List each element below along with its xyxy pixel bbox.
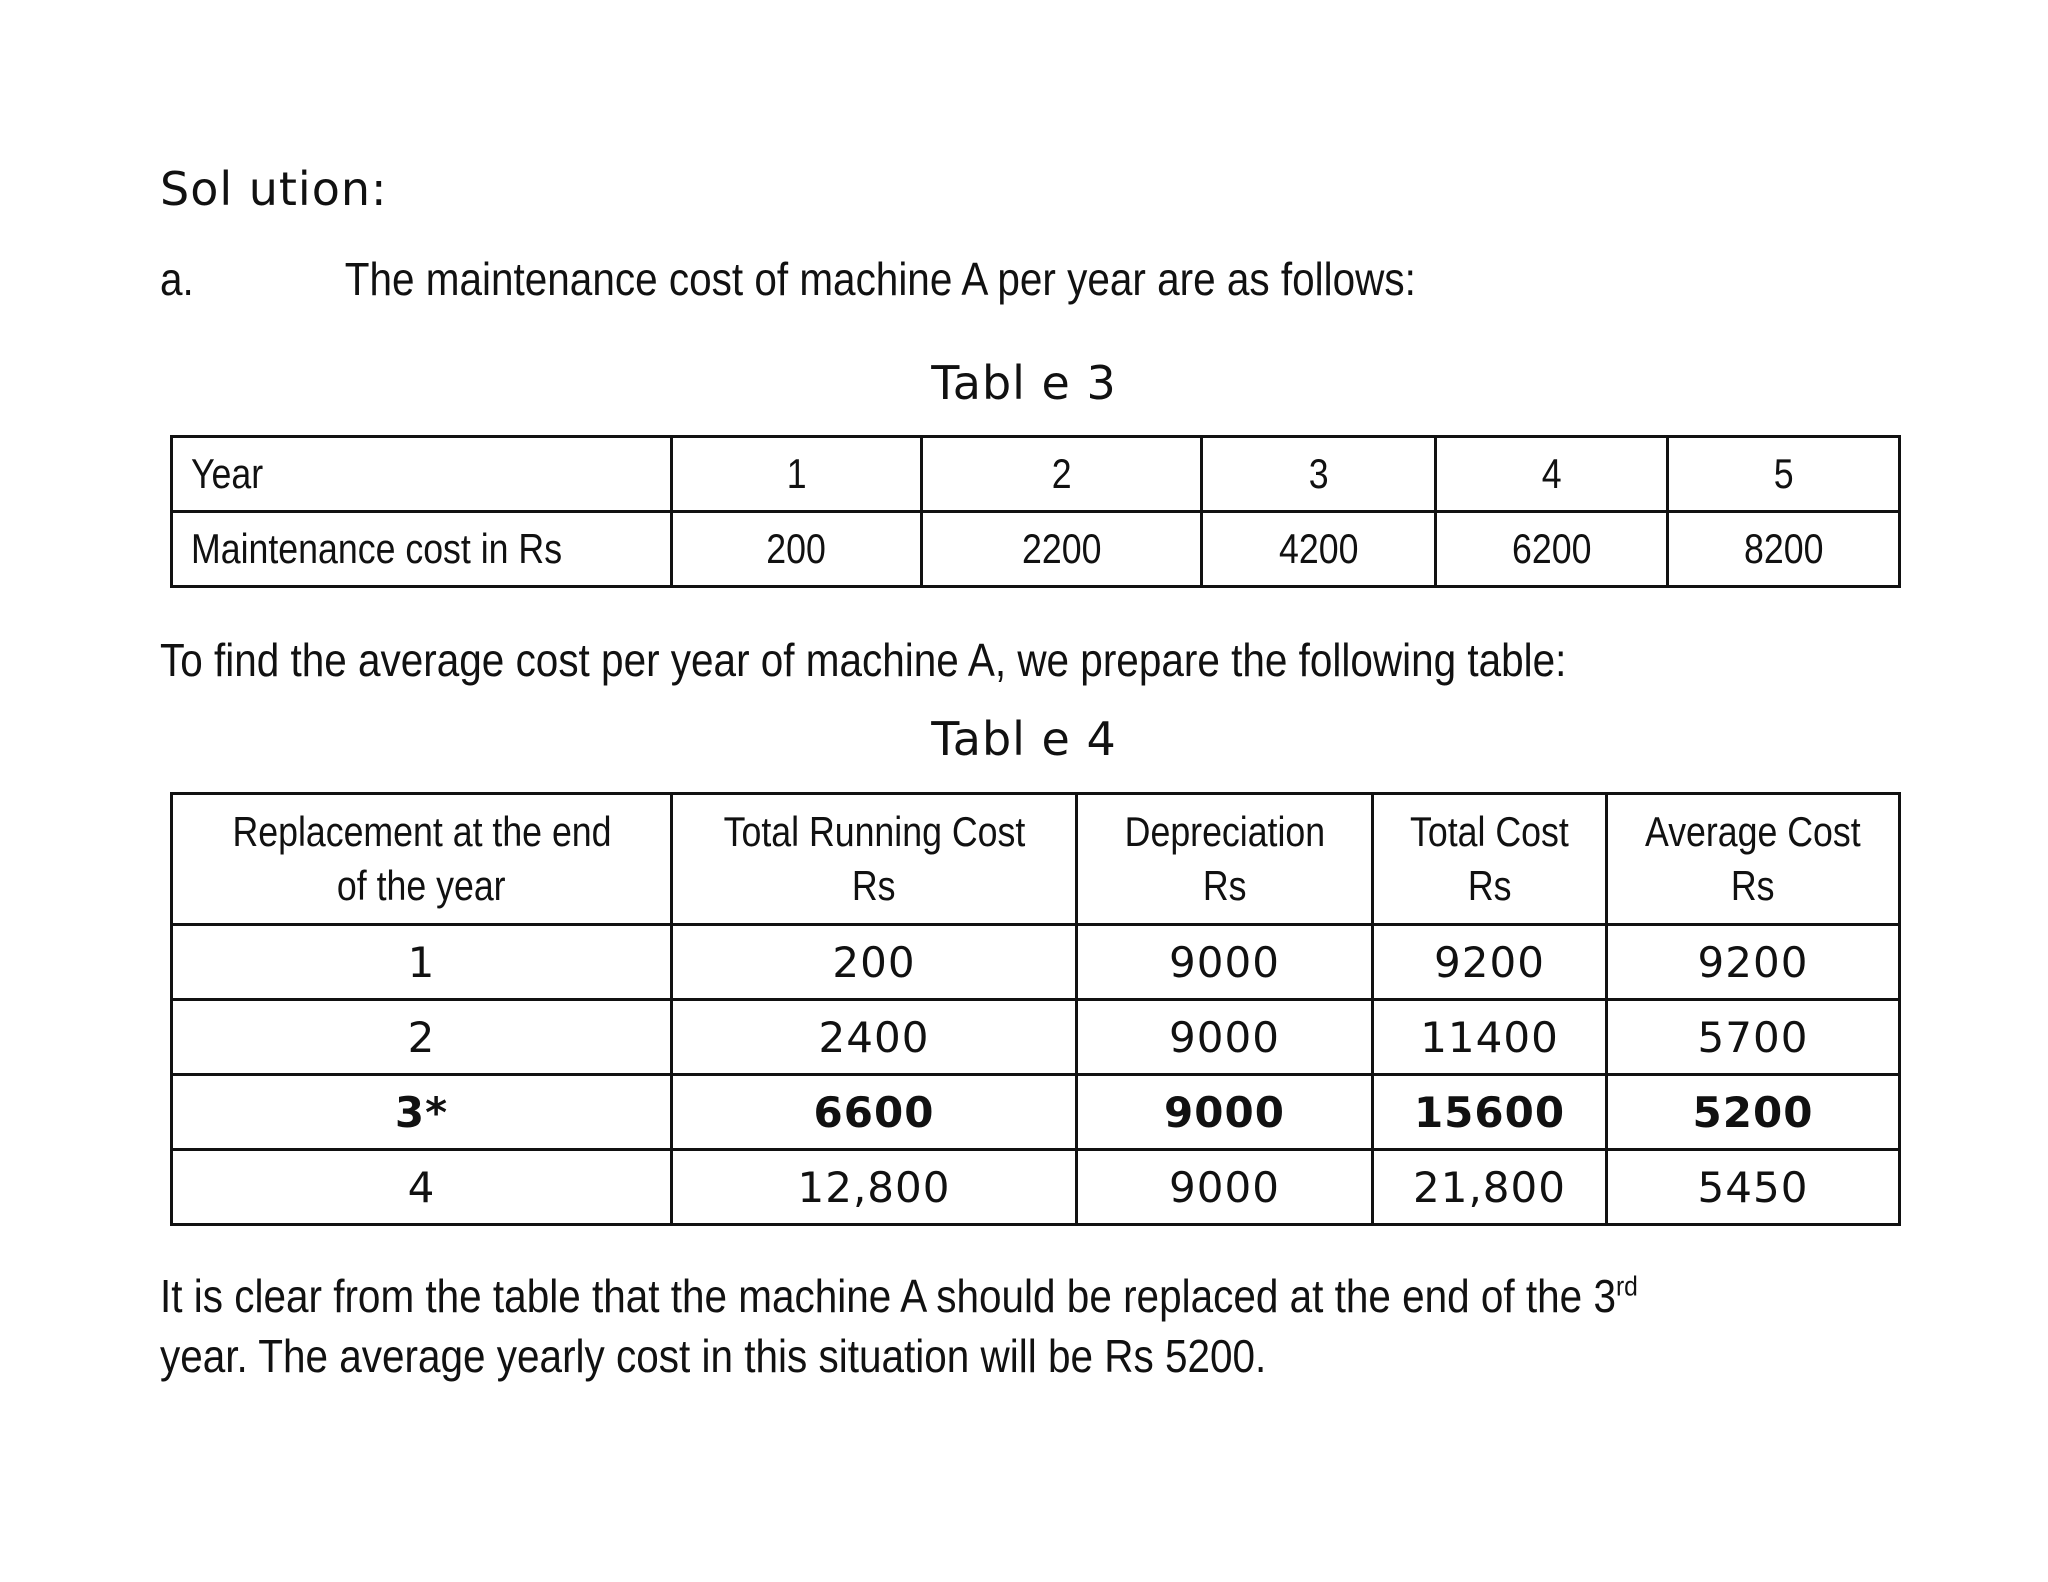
table-cell: 5200 — [1607, 1075, 1900, 1150]
table-cell: 4200 — [1202, 512, 1436, 587]
table-row — [172, 512, 1900, 587]
table-header-row — [172, 794, 1900, 925]
item-text: The maintenance cost of machine A per year are as follows: — [344, 253, 1416, 305]
column-header: Depreciation Rs — [1077, 794, 1373, 925]
column-header: Average Cost Rs — [1607, 794, 1900, 925]
ordinal-suffix: rd — [1615, 1270, 1638, 1302]
table-cell: 4 — [1436, 437, 1668, 512]
conclusion-paragraph — [160, 1266, 1638, 1386]
table-cell: 3* — [172, 1075, 672, 1150]
table-cell: 9000 — [1077, 1000, 1373, 1075]
column-header: Replacement at the end of the year — [172, 794, 672, 925]
table-cell: 200 — [672, 512, 922, 587]
table-cell: 200 — [672, 925, 1077, 1000]
conclusion-line-2: year. The average yearly cost in this situation will be Rs 5200. — [160, 1330, 1267, 1382]
table-cell: 2 — [172, 1000, 672, 1075]
table-cell: 12,800 — [672, 1150, 1077, 1225]
table-cell: 4 — [172, 1150, 672, 1225]
table-cell: 1 — [672, 437, 922, 512]
item-marker: a. — [160, 253, 194, 305]
table-cell: 21,800 — [1373, 1150, 1607, 1225]
table-cell: 2400 — [672, 1000, 1077, 1075]
table-row — [172, 1000, 1900, 1075]
table-row — [172, 1150, 1900, 1225]
solution-heading: Sol ution: — [160, 162, 388, 216]
table-cell: 9200 — [1607, 925, 1900, 1000]
table-cell: 1 — [172, 925, 672, 1000]
table-3-caption: Tabl e 3 — [931, 356, 1117, 410]
table-cell: 9000 — [1077, 925, 1373, 1000]
average-cost-table — [170, 792, 1901, 1226]
table-cell: 9000 — [1077, 1075, 1373, 1150]
intro-paragraph: To find the average cost per year of machine A, we prepare the following table: — [160, 634, 1567, 686]
row-label: Maintenance cost in Rs — [172, 512, 672, 587]
item-a — [160, 252, 1416, 306]
conclusion-line-1: It is clear from the table that the machine A should be replaced at the end of the 3 — [160, 1270, 1616, 1322]
table-cell: 5 — [1668, 437, 1900, 512]
row-label: Year — [172, 437, 672, 512]
column-header: Total Running Cost Rs — [672, 794, 1077, 925]
table-row — [172, 925, 1900, 1000]
table-4-caption: Tabl e 4 — [931, 712, 1117, 766]
column-header: Total Cost Rs — [1373, 794, 1607, 925]
table-cell: 6200 — [1436, 512, 1668, 587]
table-cell: 11400 — [1373, 1000, 1607, 1075]
table-row — [172, 437, 1900, 512]
table-cell: 2200 — [922, 512, 1202, 587]
table-cell: 5450 — [1607, 1150, 1900, 1225]
table-cell: 9200 — [1373, 925, 1607, 1000]
table-cell: 3 — [1202, 437, 1436, 512]
table-row-optimal — [172, 1075, 1900, 1150]
table-cell: 5700 — [1607, 1000, 1900, 1075]
table-cell: 2 — [922, 437, 1202, 512]
table-cell: 6600 — [672, 1075, 1077, 1150]
table-cell: 15600 — [1373, 1075, 1607, 1150]
maintenance-cost-table — [170, 435, 1901, 588]
table-cell: 8200 — [1668, 512, 1900, 587]
table-cell: 9000 — [1077, 1150, 1373, 1225]
